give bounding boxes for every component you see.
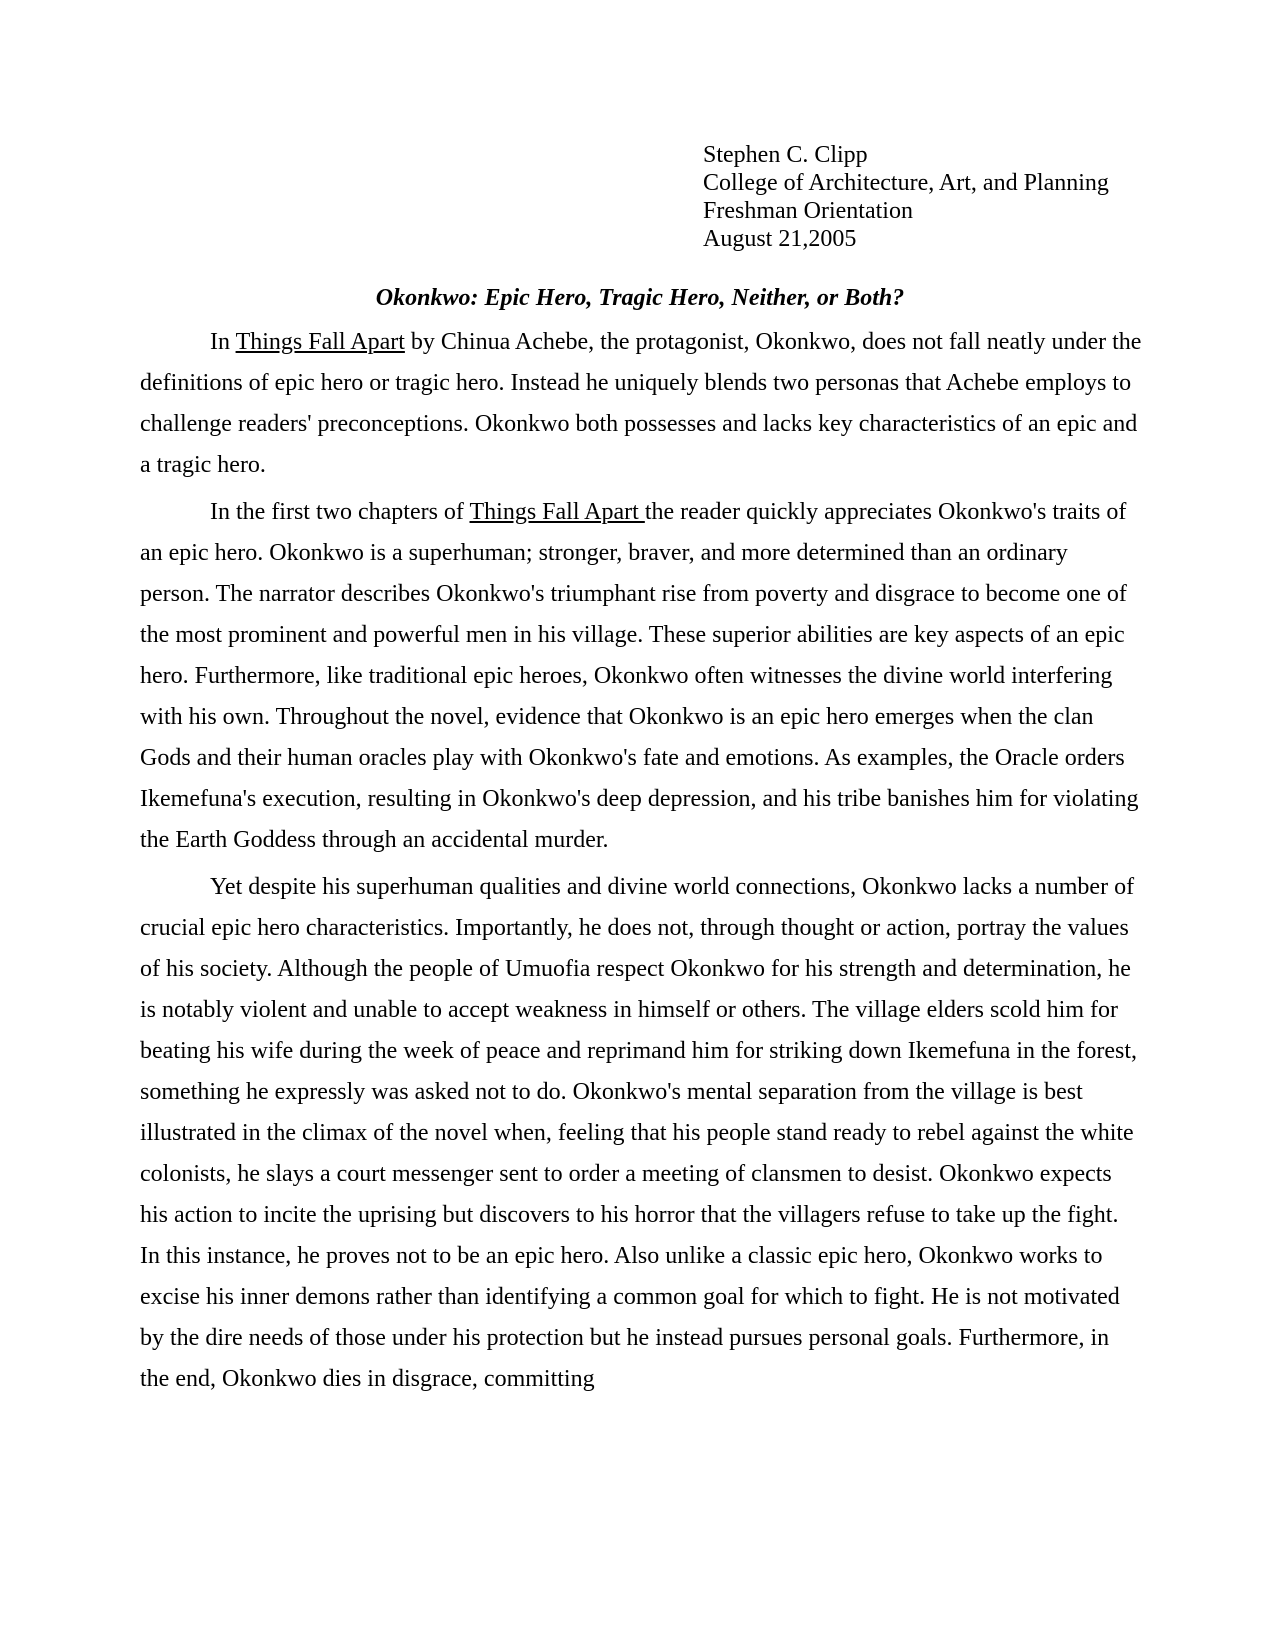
text-segment: the reader quickly appreciates Okonkwo's traits of an epic hero. Okonkwo is a superhuman; stronger, braver, and more determined than an ordinary person. The narrator describes Okonkwo's triumphant rise from poverty and disgrace to become one of the most prominent and powerful men in his village. These superior abilities are key aspects of an epic hero. Furthermore, like traditional epic heroes, Okonkwo often witnesses the divine world interfering with his own. Throughout the novel, evidence that Okonkwo is an epic hero emerges when the clan Gods and their human oracles play with Okonkwo's fate and emotions. As examples, the Oracle orders Ikemefuna's execution, resulting in Okonkwo's deep depression, and his tribe banishes him for violating the Earth Goddess through an accidental murder. bbox=[140, 499, 1139, 853]
author-name: Stephen C. Clipp bbox=[703, 142, 868, 168]
author-affiliation: College of Architecture, Art, and Planning bbox=[703, 170, 1109, 196]
text-segment: Yet despite his superhuman qualities and divine world connections, Okonkwo lacks a number of crucial epic hero characteristics. Importantly, he does not, through thought or action, portray the values of his society. Although the people of Umuofia respect Okonkwo for his strength and determination, he is notably violent and unable to accept weakness in himself or others. The village elders scold him for beating his wife during the week of peace and reprimand him for striking down Ikemefuna in the forest, something he expressly was asked not to do. Okonkwo's mental separation from the village is best illustrated in the climax of the novel when, feeling that his people stand ready to rebel against the white colonists, he slays a court messenger sent to order a meeting of clansmen to desist. Okonkwo expects his action to incite the uprising but discovers to his horror that the villagers refuse to take up the fight. In this instance, he proves not to be an epic hero. Also unlike a classic epic hero, Okonkwo works to excise his inner demons rather than identifying a common goal for which to fight. He is not motivated by the dire needs of those under his protection but he instead pursues personal goals. Furthermore, in the end, Okonkwo dies in disgrace, committing bbox=[140, 874, 1138, 1392]
header-block bbox=[703, 141, 1109, 253]
text-segment: In bbox=[210, 329, 236, 355]
paragraph-2 bbox=[140, 492, 1142, 861]
book-title-underlined: Things Fall Apart bbox=[235, 329, 405, 355]
essay-body bbox=[140, 322, 1142, 1406]
paragraph-3 bbox=[140, 867, 1142, 1400]
essay-title: Okonkwo: Epic Hero, Tragic Hero, Neither, or Both? bbox=[375, 285, 905, 311]
text-segment: In the first two chapters of bbox=[210, 499, 470, 525]
paragraph-1 bbox=[140, 322, 1142, 486]
date-line: August 21,2005 bbox=[703, 226, 857, 252]
book-title-underlined: Things Fall Apart bbox=[469, 499, 645, 525]
text-segment: by Chinua Achebe, the protagonist, Okonkwo, does not fall neatly under the definitions of epic hero or tragic hero. Instead he uniquely blends two personas that Achebe employs to challenge readers' preconceptions. Okonkwo both possesses and lacks key characteristics of an epic and a tragic hero. bbox=[140, 329, 1142, 478]
course-name: Freshman Orientation bbox=[703, 198, 913, 224]
